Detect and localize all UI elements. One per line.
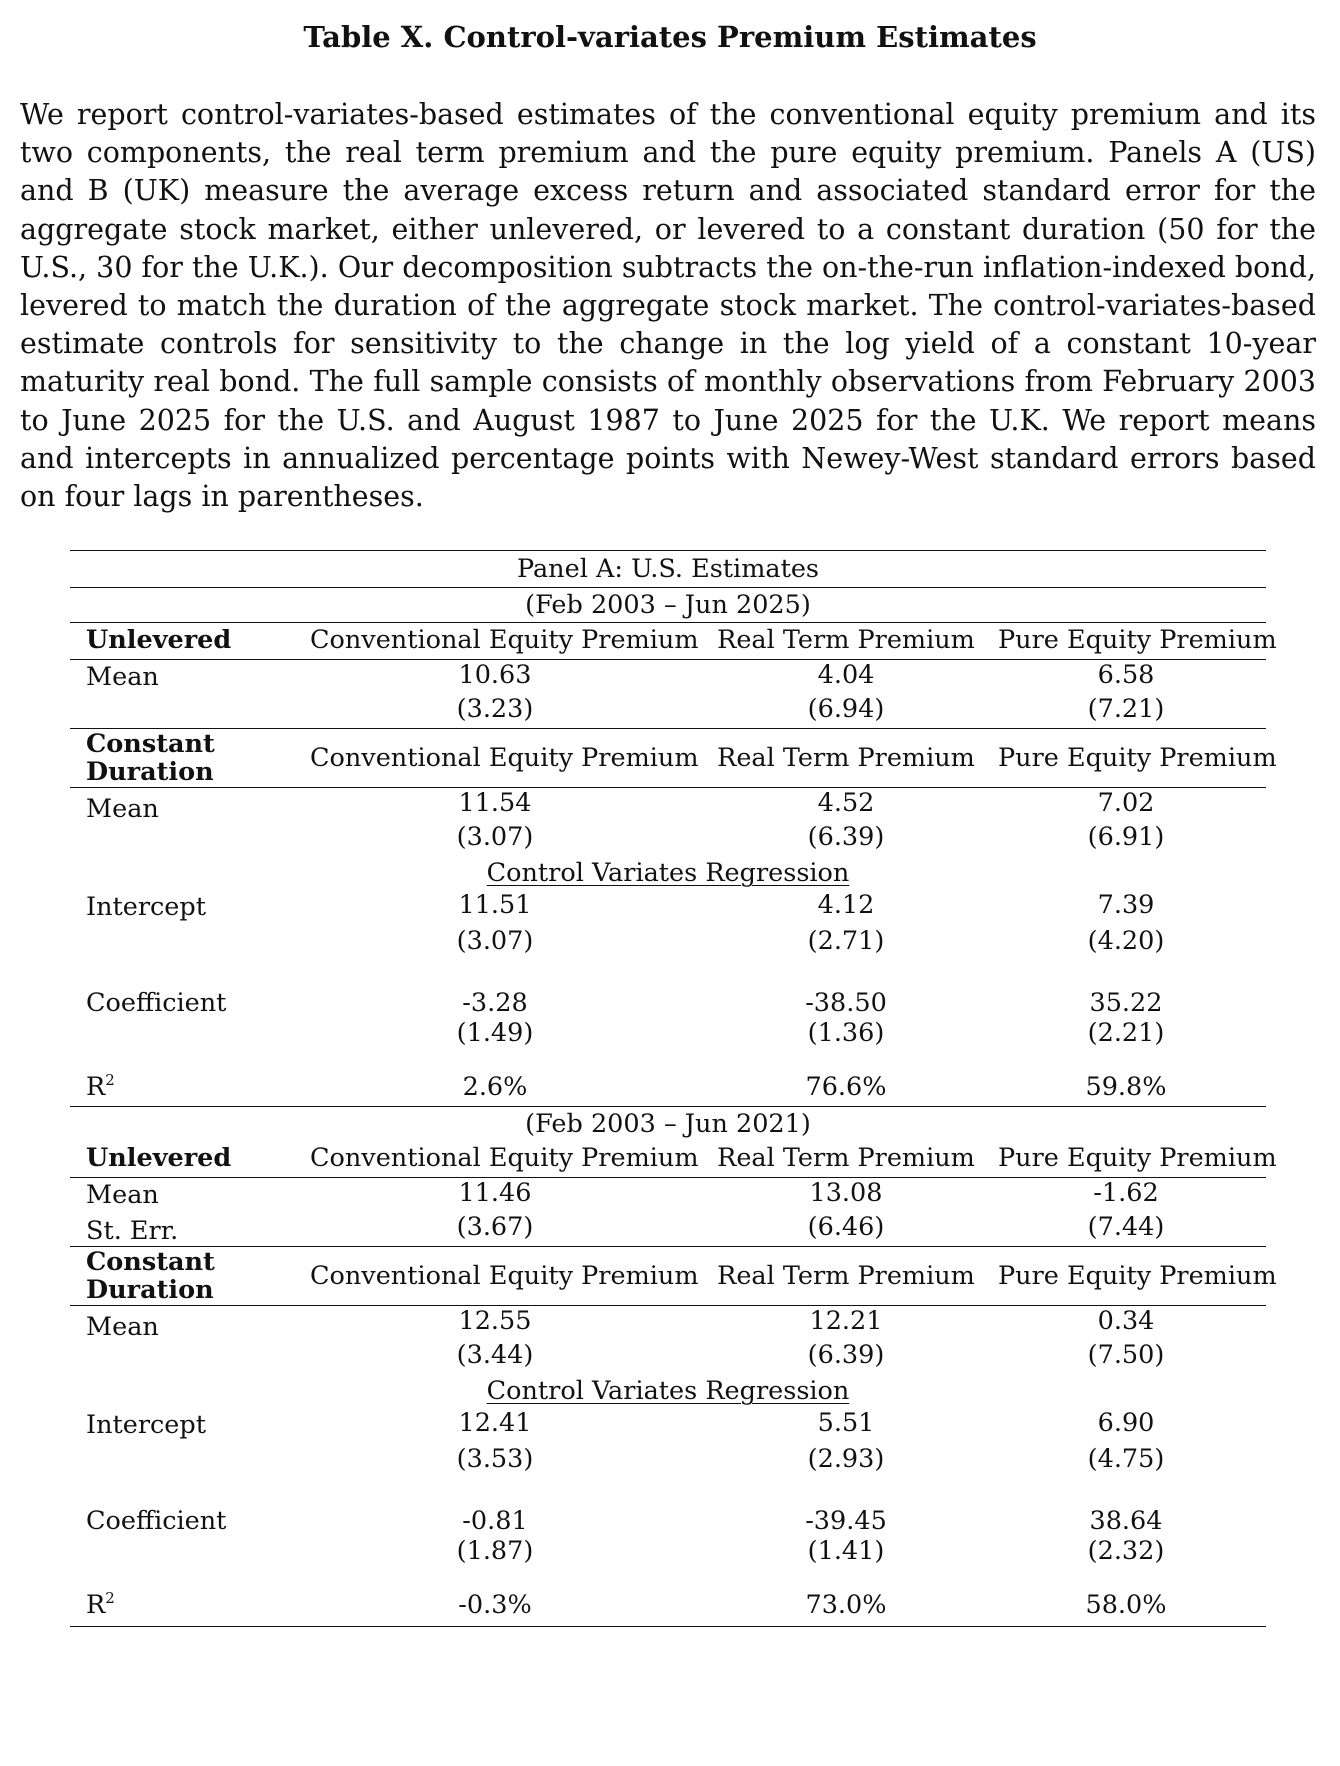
r-squared-row: [70, 1590, 1266, 1626]
estimates-table: [70, 550, 1277, 1629]
cv-regression-label: Control Variates Regression: [486, 1376, 850, 1406]
value-cell: 7.02: [1097, 788, 1155, 818]
col-header-conventional: Conventional Equity Premium: [310, 625, 699, 655]
value-cell: 4.12: [817, 890, 875, 920]
value-cell: -0.81: [462, 1506, 528, 1536]
se-cell: (7.44): [1087, 1212, 1165, 1242]
col-header-real-term: Real Term Premium: [717, 743, 975, 773]
se-cell: (3.07): [456, 822, 534, 852]
se-cell: (6.46): [807, 1212, 885, 1242]
col-header-real-term: Real Term Premium: [717, 625, 975, 655]
value-cell: -39.45: [805, 1506, 887, 1536]
se-cell: (4.20): [1087, 926, 1165, 956]
se-cell: (1.87): [456, 1536, 534, 1566]
value-cell: 0.34: [1097, 1306, 1155, 1336]
col-header-pure-equity: Pure Equity Premium: [998, 1143, 1277, 1173]
value-cell: 35.22: [1089, 988, 1163, 1018]
value-cell: 4.52: [817, 788, 875, 818]
se-cell: (4.75): [1087, 1444, 1165, 1474]
col-header-real-term: Real Term Premium: [717, 1261, 975, 1291]
mean-row: [70, 787, 1266, 822]
se-cell: (2.21): [1087, 1018, 1165, 1048]
value-cell: -0.3%: [458, 1590, 532, 1620]
se-row: [70, 1018, 1266, 1072]
table-title: Table X. Control-variates Premium Estimates: [303, 20, 1037, 54]
se-cell: (7.50): [1087, 1340, 1165, 1370]
value-cell: 58.0%: [1085, 1590, 1167, 1620]
se-cell: (3.44): [456, 1340, 534, 1370]
se-row: [70, 694, 1266, 728]
se-cell: (2.93): [807, 1444, 885, 1474]
col-header-pure-equity: Pure Equity Premium: [998, 1261, 1277, 1291]
col-header-pure-equity: Pure Equity Premium: [998, 743, 1277, 773]
intercept-label: Intercept: [86, 1410, 206, 1440]
value-cell: 73.0%: [805, 1590, 887, 1620]
coefficient-label: Coefficient: [86, 988, 227, 1018]
value-cell: 13.08: [809, 1178, 883, 1208]
mean-label: Mean: [86, 794, 159, 824]
value-cell: 11.54: [458, 788, 532, 818]
se-cell: (3.07): [456, 926, 534, 956]
header-row-unlevered: [70, 1141, 1277, 1177]
se-cell: (2.32): [1087, 1536, 1165, 1566]
constant-label: Constant: [86, 1247, 215, 1277]
value-cell: -3.28: [462, 988, 528, 1018]
value-cell: 76.6%: [805, 1072, 887, 1102]
se-row: [70, 1212, 1266, 1246]
mean-row: [70, 659, 1266, 694]
se-cell: (1.41): [807, 1536, 885, 1566]
r-squared-label: [86, 1072, 115, 1102]
value-cell: 5.51: [817, 1408, 875, 1438]
value-cell: 6.58: [1097, 660, 1155, 690]
mean-label: Mean: [86, 1312, 159, 1342]
value-cell: 12.41: [458, 1408, 532, 1438]
value-cell: 59.8%: [1085, 1072, 1167, 1102]
coefficient-row: [70, 988, 1266, 1018]
se-cell: (3.23): [456, 694, 534, 724]
se-cell: (2.71): [807, 926, 885, 956]
col-header-conventional: Conventional Equity Premium: [310, 1261, 699, 1291]
r-squared-label: [86, 1590, 115, 1620]
mean-row: [70, 1177, 1266, 1212]
duration-label: Duration: [86, 757, 214, 787]
value-cell: -1.62: [1093, 1178, 1159, 1208]
value-cell: 11.51: [458, 890, 532, 920]
mean-label: Mean: [86, 662, 159, 692]
panel-title: Panel A: U.S. Estimates: [516, 554, 820, 584]
se-cell: (6.91): [1087, 822, 1165, 852]
period-row: [70, 1106, 1266, 1141]
se-cell: (3.53): [456, 1444, 534, 1474]
header-row-constant-duration: [70, 728, 1277, 787]
value-cell: 10.63: [458, 660, 532, 690]
constant-label: Constant: [86, 729, 215, 759]
header-row-constant-duration: [70, 1246, 1277, 1305]
col-header-conventional: Conventional Equity Premium: [310, 1143, 699, 1173]
mean-label: Mean: [86, 1180, 159, 1210]
r-squared-row: [70, 1072, 1266, 1106]
se-cell: (1.49): [456, 1018, 534, 1048]
r-squared-exponent: 2: [105, 1071, 115, 1089]
se-cell: (6.39): [807, 1340, 885, 1370]
bottom-rule: [70, 1626, 1266, 1629]
col-header-conventional: Conventional Equity Premium: [310, 743, 699, 773]
se-cell: (6.94): [807, 694, 885, 724]
period-row: [70, 587, 1266, 622]
value-cell: 38.64: [1089, 1506, 1163, 1536]
value-cell: 2.6%: [462, 1072, 528, 1102]
se-row: [70, 1444, 1266, 1506]
panel-title-row: [70, 550, 1266, 587]
value-cell: 4.04: [817, 660, 875, 690]
cv-regression-label: Control Variates Regression: [486, 858, 850, 888]
cv-regression-row: [70, 858, 1266, 890]
se-cell: (3.67): [456, 1212, 534, 1242]
r-squared-exponent: 2: [105, 1589, 115, 1607]
mean-row: [70, 1305, 1266, 1340]
se-row: [70, 926, 1266, 988]
cv-regression-row: [70, 1376, 1266, 1408]
st-err-label: St. Err.: [86, 1216, 179, 1246]
intercept-row: [70, 1408, 1266, 1444]
value-cell: 7.39: [1097, 890, 1155, 920]
unlevered-label: Unlevered: [86, 625, 232, 655]
col-header-real-term: Real Term Premium: [717, 1143, 975, 1173]
value-cell: -38.50: [805, 988, 887, 1018]
se-row: [70, 1340, 1266, 1376]
value-cell: 6.90: [1097, 1408, 1155, 1438]
period-label: (Feb 2003 – Jun 2021): [525, 1109, 811, 1139]
value-cell: 12.21: [809, 1306, 883, 1336]
se-row: [70, 1536, 1266, 1590]
coefficient-label: Coefficient: [86, 1506, 227, 1536]
r-squared-base: R: [86, 1072, 106, 1102]
intercept-row: [70, 890, 1266, 926]
value-cell: 11.46: [458, 1178, 532, 1208]
duration-label: Duration: [86, 1275, 214, 1305]
r-squared-base: R: [86, 1590, 106, 1620]
header-row-unlevered: [70, 622, 1277, 659]
intercept-label: Intercept: [86, 892, 206, 922]
coefficient-row: [70, 1506, 1266, 1536]
unlevered-label: Unlevered: [86, 1143, 232, 1173]
col-header-pure-equity: Pure Equity Premium: [998, 625, 1277, 655]
period-label: (Feb 2003 – Jun 2025): [525, 590, 811, 620]
se-cell: (6.39): [807, 822, 885, 852]
table-caption: We report control-variates-based estimates of the conventional equity premium and its two components, the real term premium and the pure equity premium. Panels A (US) and B (UK) measure the average excess return and associated standard error for the aggregate stock market, either unlevered, or levered to a constant duration (50 for the U.S., 30 for the U.K.). Our decomposition subtracts the on-the-run inflation-indexed bond, levered to match the duration of the aggregate stock market. The control-variates-based estimate controls for sensitivity to the change in the log yield of a constant 10-year maturity real bond. The full sample consists of monthly observations from February 2003 to June 2025 for the U.S. and August 1987 to June 2025 for the U.K. We report means and intercepts in annualized percentage points with Newey-West standard errors based on four lags in parentheses.: [20, 98, 1316, 514]
se-cell: (1.36): [807, 1018, 885, 1048]
se-cell: (7.21): [1087, 694, 1165, 724]
value-cell: 12.55: [458, 1306, 532, 1336]
se-row: [70, 822, 1266, 858]
